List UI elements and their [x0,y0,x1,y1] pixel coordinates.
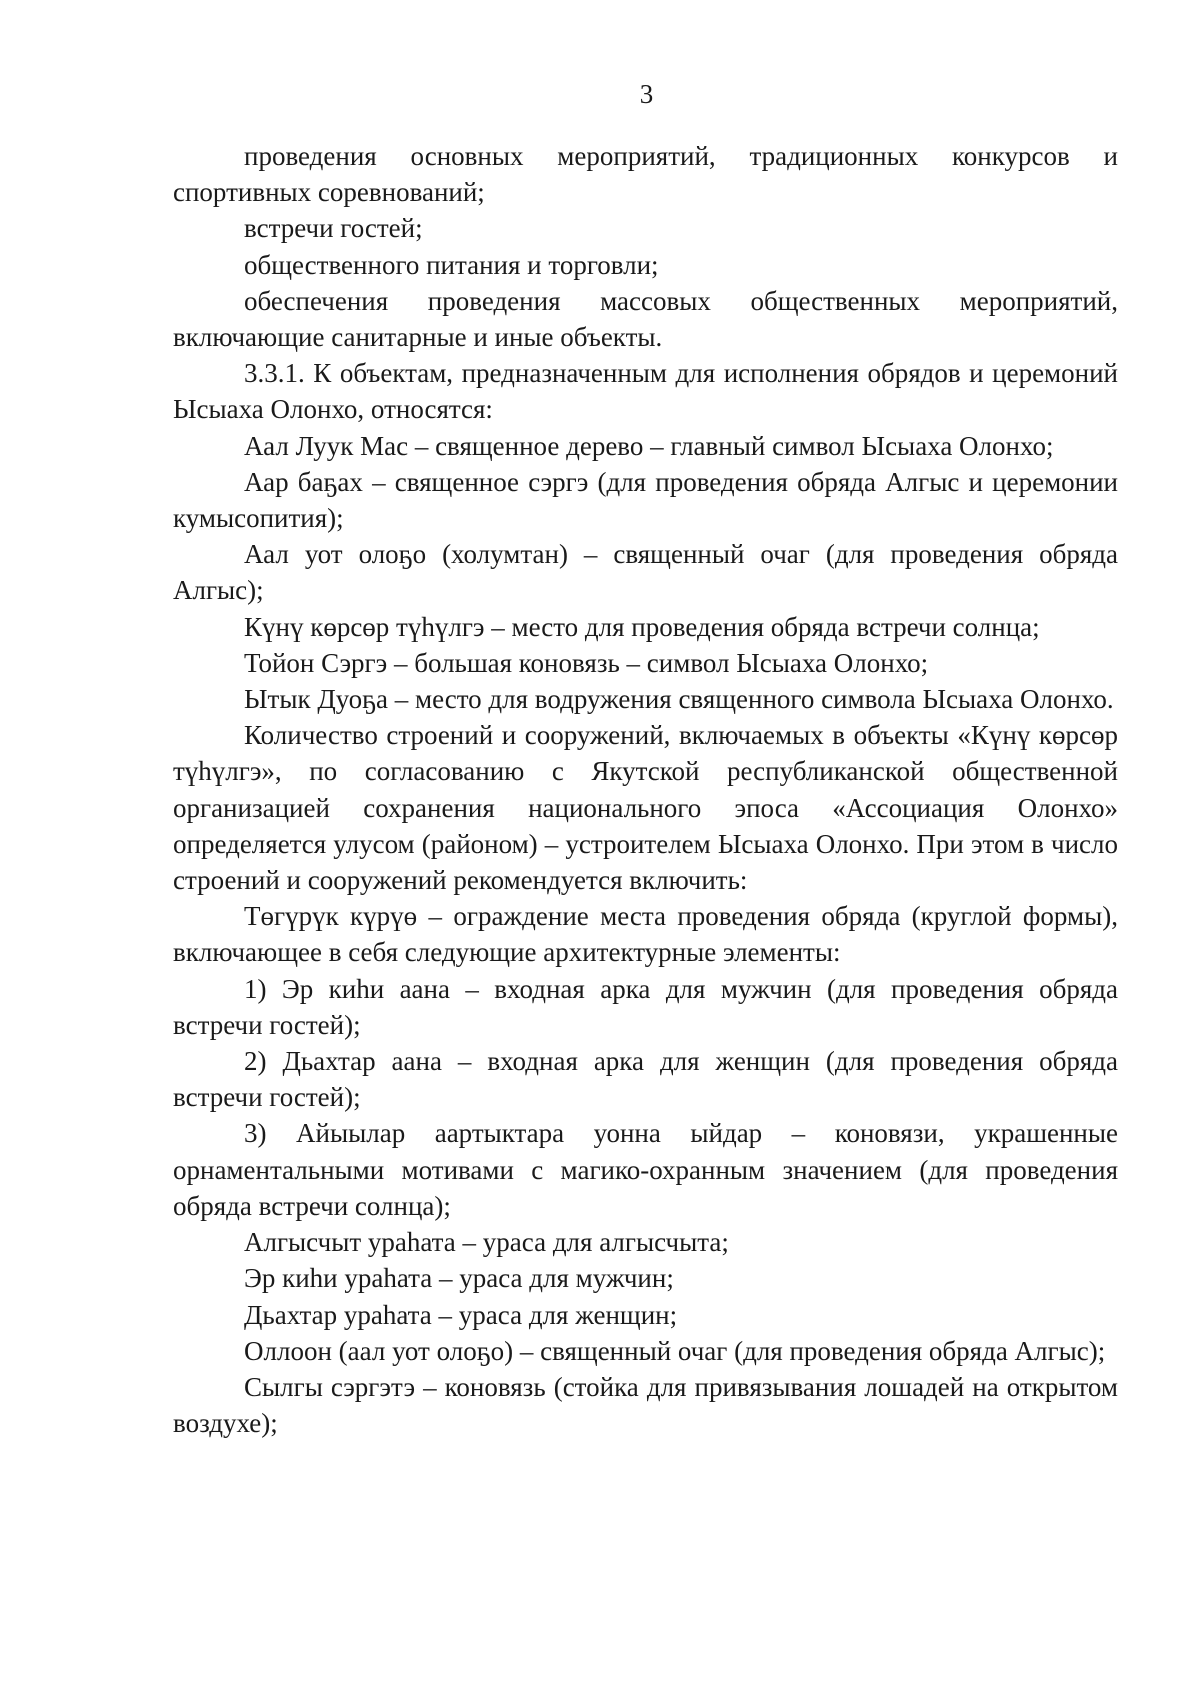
paragraph: Тойон Сэргэ – большая коновязь – символ Ысыаха Олонхо; [244,647,929,678]
paragraph: Төгүрүк күрүө – ограждение места проведения обряда (круглой формы), включающее в себя следующие архитектурные элементы: [173,901,1118,968]
paragraph: Эр киһи ураһата – ураса для мужчин; [244,1263,674,1294]
paragraph: Дьахтар ураһата – ураса для женщин; [244,1299,678,1330]
paragraph: 1) Эр киһи аана – входная арка для мужчин (для проведения обряда встречи гостей); [173,973,1118,1040]
paragraph: Күнү көрсөр түһүлгэ – место для проведения обряда встречи солнца; [244,611,1040,642]
paragraph: Алгысчыт ураһата – ураса для алгысчыта; [244,1227,729,1258]
page-number: 3 [639,79,654,109]
paragraph: Оллоон (аал уот олоҕо) – священный очаг (для проведения обряда Алгыс); [244,1335,1106,1366]
paragraph: Ытык Дуоҕа – место для водружения священного символа Ысыаха Олонхо. [244,684,1114,715]
body-text [173,138,1118,1441]
paragraph: Аал уот олоҕо (холумтан) – священный очаг (для проведения обряда Алгыс); [173,539,1118,606]
paragraph: общественного питания и торговли; [244,249,659,280]
paragraph: встречи гостей; [244,213,423,244]
paragraph: Количество строений и сооружений, включаемых в объекты «Күнү көрсөр түһүлгэ», по согласованию с Якутской республиканской общественной организацией сохранения национального эпоса «Ассоциация Олонхо» определяется улусом (районом) – устроителем Ысыаха Олонхо. При этом в число строений и сооружений рекомендуется включить: [173,720,1118,896]
paragraph: Аар баҕах – священное сэргэ (для проведения обряда Алгыс и церемонии кумысопития); [173,466,1118,534]
paragraph: Сылгы сэргэтэ – коновязь (стойка для привязывания лошадей на открытом воздухе); [173,1371,1118,1439]
paragraph: 3.3.1. К объектам, предназначенным для исполнения обрядов и церемоний Ысыаха Олонхо, относятся: [173,358,1118,425]
paragraph: 2) Дьахтар аана – входная арка для женщин (для проведения обряда встречи гостей); [173,1046,1118,1113]
paragraph: обеспечения проведения массовых общественных мероприятий, включающие санитарные и иные объекты. [173,285,1118,353]
paragraph: Аал Луук Мас – священное дерево – главный символ Ысыаха Олонхо; [244,430,1054,461]
paragraph: проведения основных мероприятий, традиционных конкурсов и спортивных соревнований; [173,141,1118,208]
paragraph: 3) Айыылар аартыктара уонна ыйдар – коновязи, украшенные орнаментальными мотивами с магико-охранным значением (для проведения обряда встречи солнца); [173,1118,1118,1221]
